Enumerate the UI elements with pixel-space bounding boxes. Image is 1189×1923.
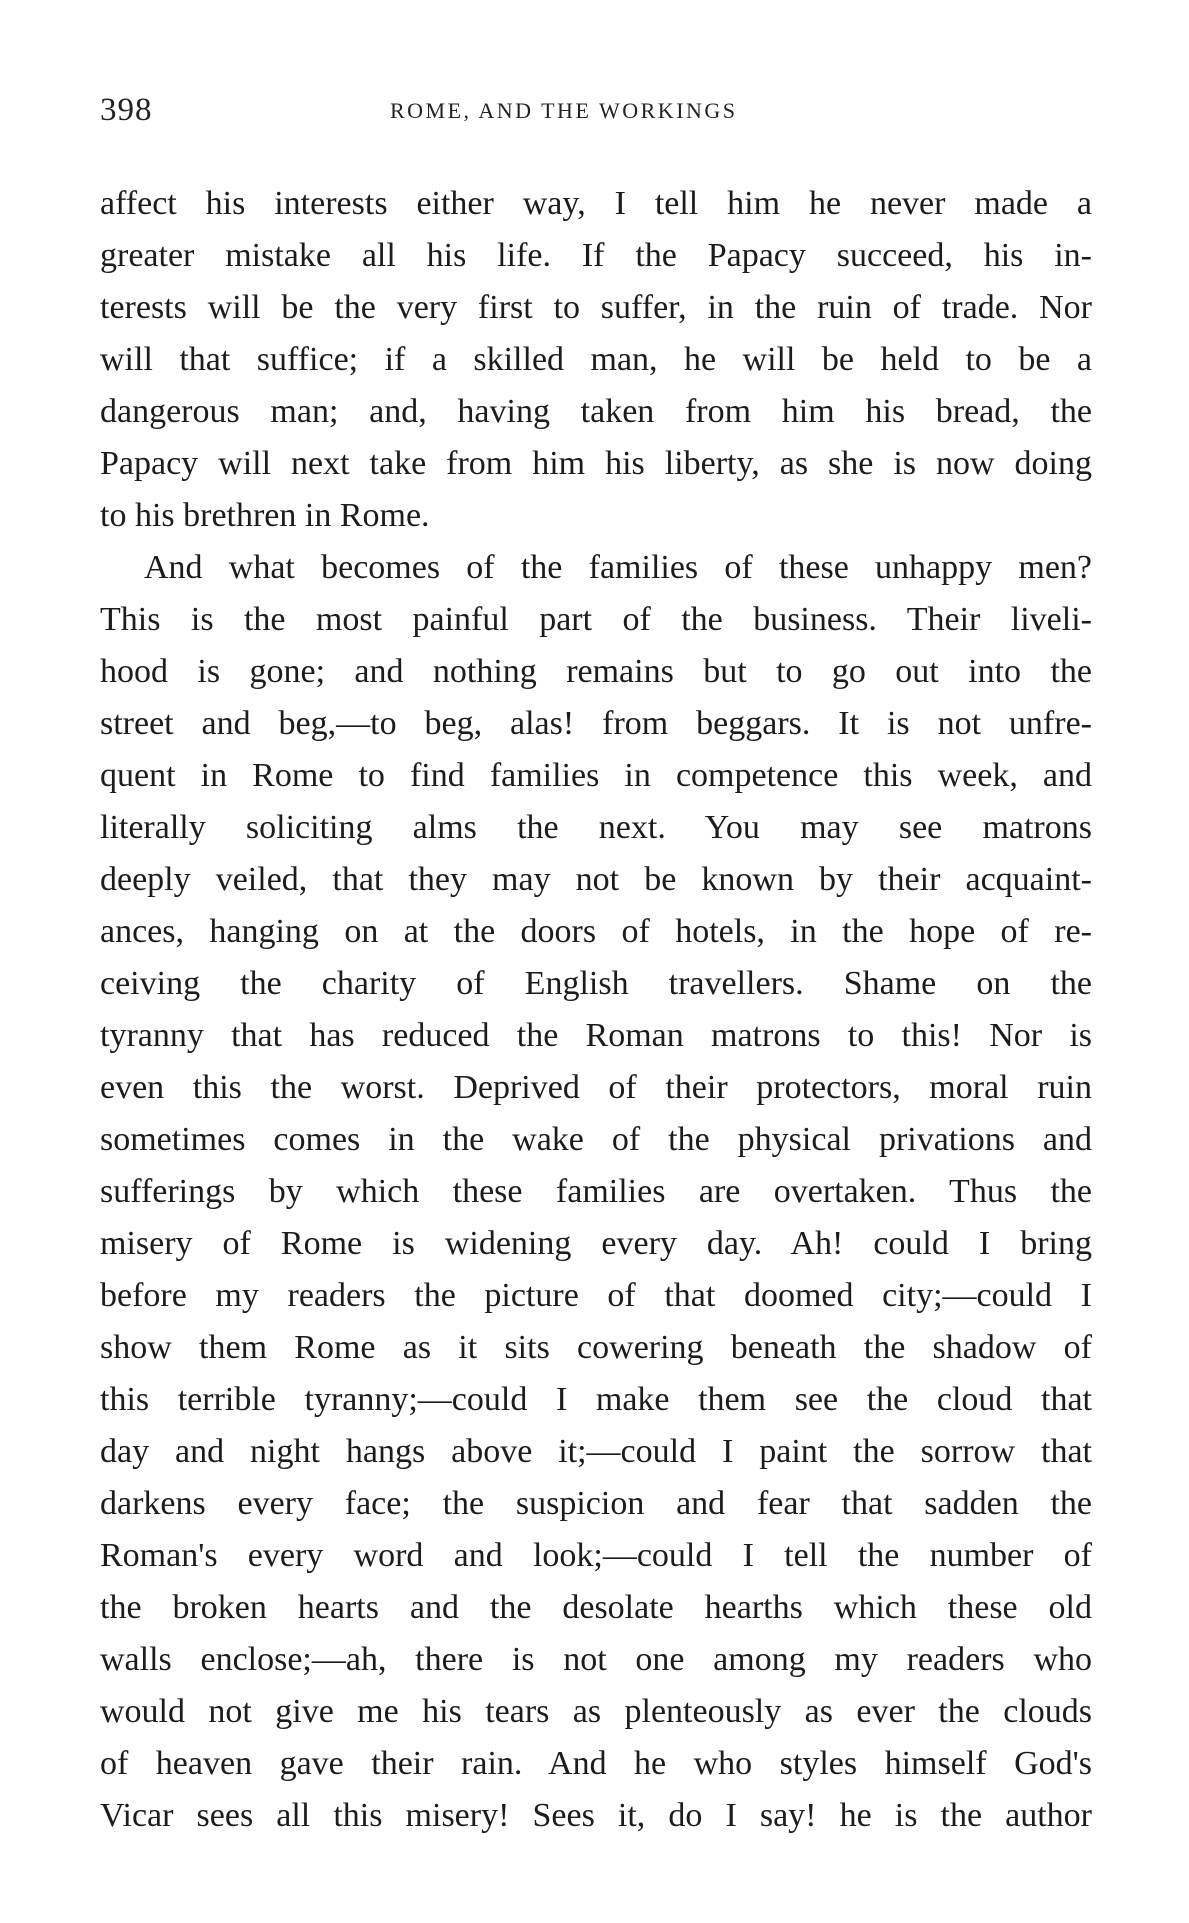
text-line: show them Rome as it sits cowering beneath the shadow of (100, 1329, 1092, 1366)
text-line: ceiving the charity of English travellers. Shame on the (100, 965, 1092, 1002)
text-line: this terrible tyranny;—could I make them see the cloud that (100, 1381, 1092, 1418)
text-line: street and beg,—to beg, alas! from beggars. It is not unfre- (100, 705, 1092, 742)
text-line: hood is gone; and nothing remains but to go out into the (100, 653, 1092, 690)
page-number: 398 (100, 92, 153, 128)
text-line: the broken hearts and the desolate hearths which these old (100, 1589, 1092, 1626)
text-line: sometimes comes in the wake of the physical privations and (100, 1121, 1092, 1158)
text-line: will that suffice; if a skilled man, he will be held to be a (100, 341, 1092, 378)
text-line: literally soliciting alms the next. You may see matrons (100, 809, 1092, 846)
body-text (100, 178, 1092, 1842)
text-line: Roman's every word and look;—could I tell the number of (100, 1537, 1092, 1574)
text-line: This is the most painful part of the business. Their liveli- (100, 601, 1092, 638)
text-line: walls enclose;—ah, there is not one among my readers who (100, 1641, 1092, 1678)
text-line: would not give me his tears as plenteously as ever the clouds (100, 1693, 1092, 1730)
text-line: Vicar sees all this misery! Sees it, do I say! he is the author (100, 1797, 1092, 1834)
text-line: tyranny that has reduced the Roman matrons to this! Nor is (100, 1017, 1092, 1054)
text-line: quent in Rome to find families in competence this week, and (100, 757, 1092, 794)
text-line: sufferings by which these families are overtaken. Thus the (100, 1173, 1092, 1210)
text-line: to his brethren in Rome. (100, 497, 430, 534)
text-line: terests will be the very first to suffer, in the ruin of trade. Nor (100, 289, 1092, 326)
running-head: ROME, AND THE WORKINGS (390, 98, 738, 123)
text-line: misery of Rome is widening every day. Ah! could I bring (100, 1225, 1092, 1262)
text-line: darkens every face; the suspicion and fear that sadden the (100, 1485, 1092, 1522)
text-line: And what becomes of the families of these unhappy men? (144, 549, 1092, 586)
text-line: Papacy will next take from him his liberty, as she is now doing (100, 445, 1092, 482)
text-line: of heaven gave their rain. And he who styles himself God's (100, 1745, 1092, 1782)
page-header (100, 92, 1090, 132)
text-line: before my readers the picture of that doomed city;—could I (100, 1277, 1092, 1314)
text-line: even this the worst. Deprived of their protectors, moral ruin (100, 1069, 1092, 1106)
text-line: affect his interests either way, I tell him he never made a (100, 185, 1092, 222)
text-line: greater mistake all his life. If the Papacy succeed, his in- (100, 237, 1092, 274)
text-line: dangerous man; and, having taken from him his bread, the (100, 393, 1092, 430)
text-line: day and night hangs above it;—could I paint the sorrow that (100, 1433, 1092, 1470)
text-line: ances, hanging on at the doors of hotels, in the hope of re- (100, 913, 1092, 950)
text-line: deeply veiled, that they may not be known by their acquaint- (100, 861, 1092, 898)
